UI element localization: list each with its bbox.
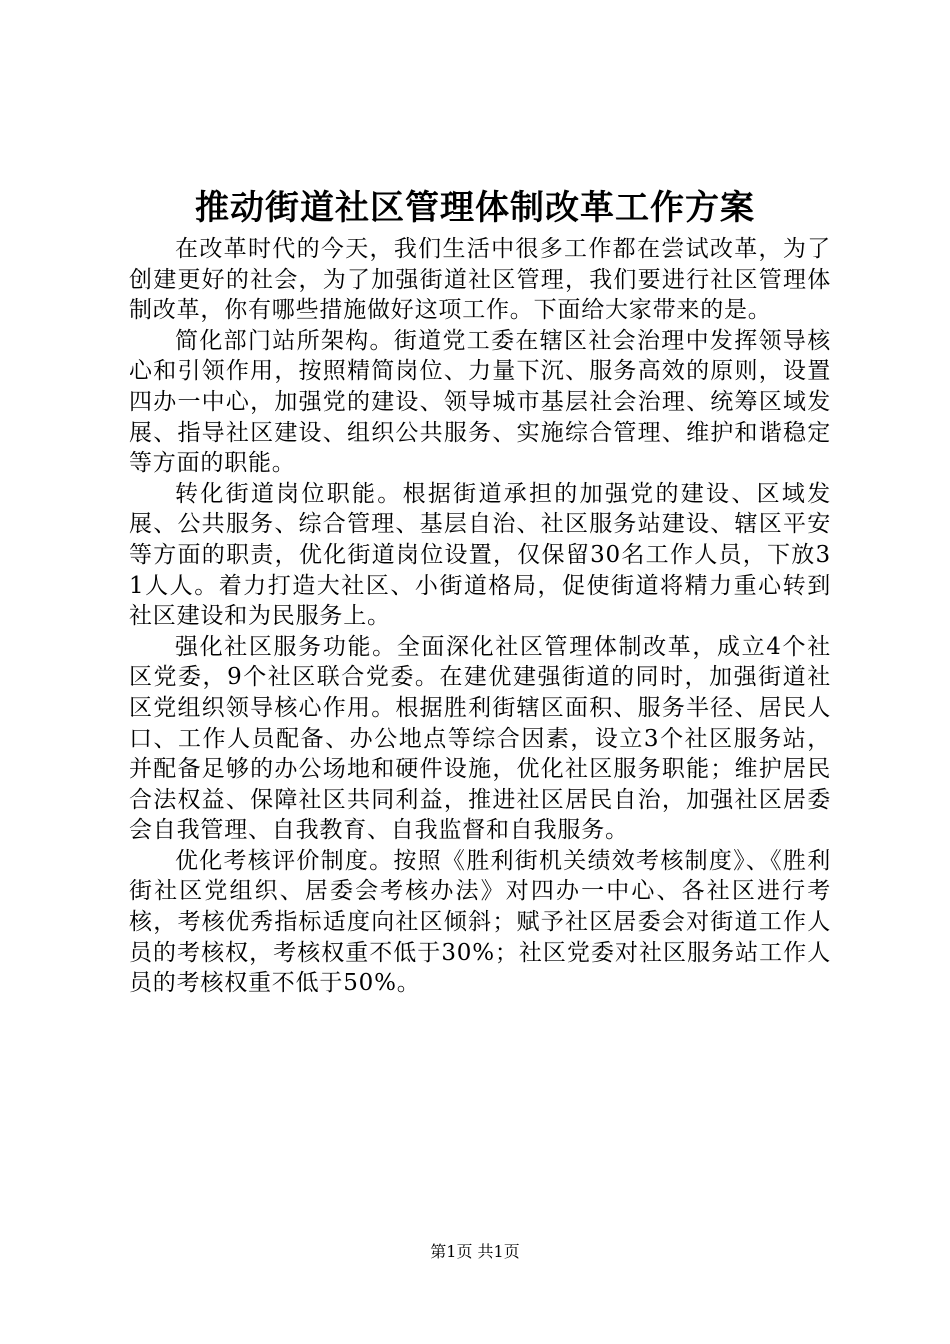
paragraph-simplify-structure: 简化部门站所架构。街道党工委在辖区社会治理中发挥领导核心和引领作用，按照精简岗位、力量下沉、服务高效的原则，设置四办一中心，加强党的建设、领导城市基层社会治理、统筹区域发展、指导社区建设、组织公共服务、实施综合管理、维护和谐稳定等方面的职能。 [129, 327, 831, 477]
document-title: 推动街道社区管理体制改革工作方案 [195, 188, 755, 228]
paragraph-optimize-evaluation: 优化考核评价制度。按照《胜利街机关绩效考核制度》、《胜利街社区党组织、居委会考核办法》对四办一中心、各社区进行考核，考核优秀指标适度向社区倾斜；赋予社区居委会对街道工作人员的考核权，考核权重不低于30%；社区党委对社区服务站工作人员的考核权重不低于50%。 [129, 847, 831, 997]
document-body [129, 234, 831, 999]
paragraph-strengthen-services: 强化社区服务功能。全面深化社区管理体制改革，成立4个社区党委，9个社区联合党委。在建优建强街道的同时，加强街道社区党组织领导核心作用。根据胜利街辖区面积、服务半径、居民人口、工作人员配备、办公地点等综合因素，设立3个社区服务站，并配备足够的办公场地和硬件设施，优化社区服务职能；维护居民合法权益、保障社区共同利益，推进社区居民自治，加强社区居委会自我管理、自我教育、自我监督和自我服务。 [129, 633, 831, 844]
paragraph-intro: 在改革时代的今天，我们生活中很多工作都在尝试改革，为了创建更好的社会，为了加强街道社区管理，我们要进行社区管理体制改革，你有哪些措施做好这项工作。下面给大家带来的是。 [129, 236, 831, 324]
page-footer: 第1页 共1页 [430, 1242, 520, 1261]
paragraph-transform-functions: 转化街道岗位职能。根据街道承担的加强党的建设、区域发展、公共服务、综合管理、基层自治、社区服务站建设、辖区平安等方面的职责，优化街道岗位设置，仅保留30名工作人员，下放31人人。着力打造大社区、小街道格局，促使街道将精力重心转到社区建设和为民服务上。 [129, 480, 831, 630]
